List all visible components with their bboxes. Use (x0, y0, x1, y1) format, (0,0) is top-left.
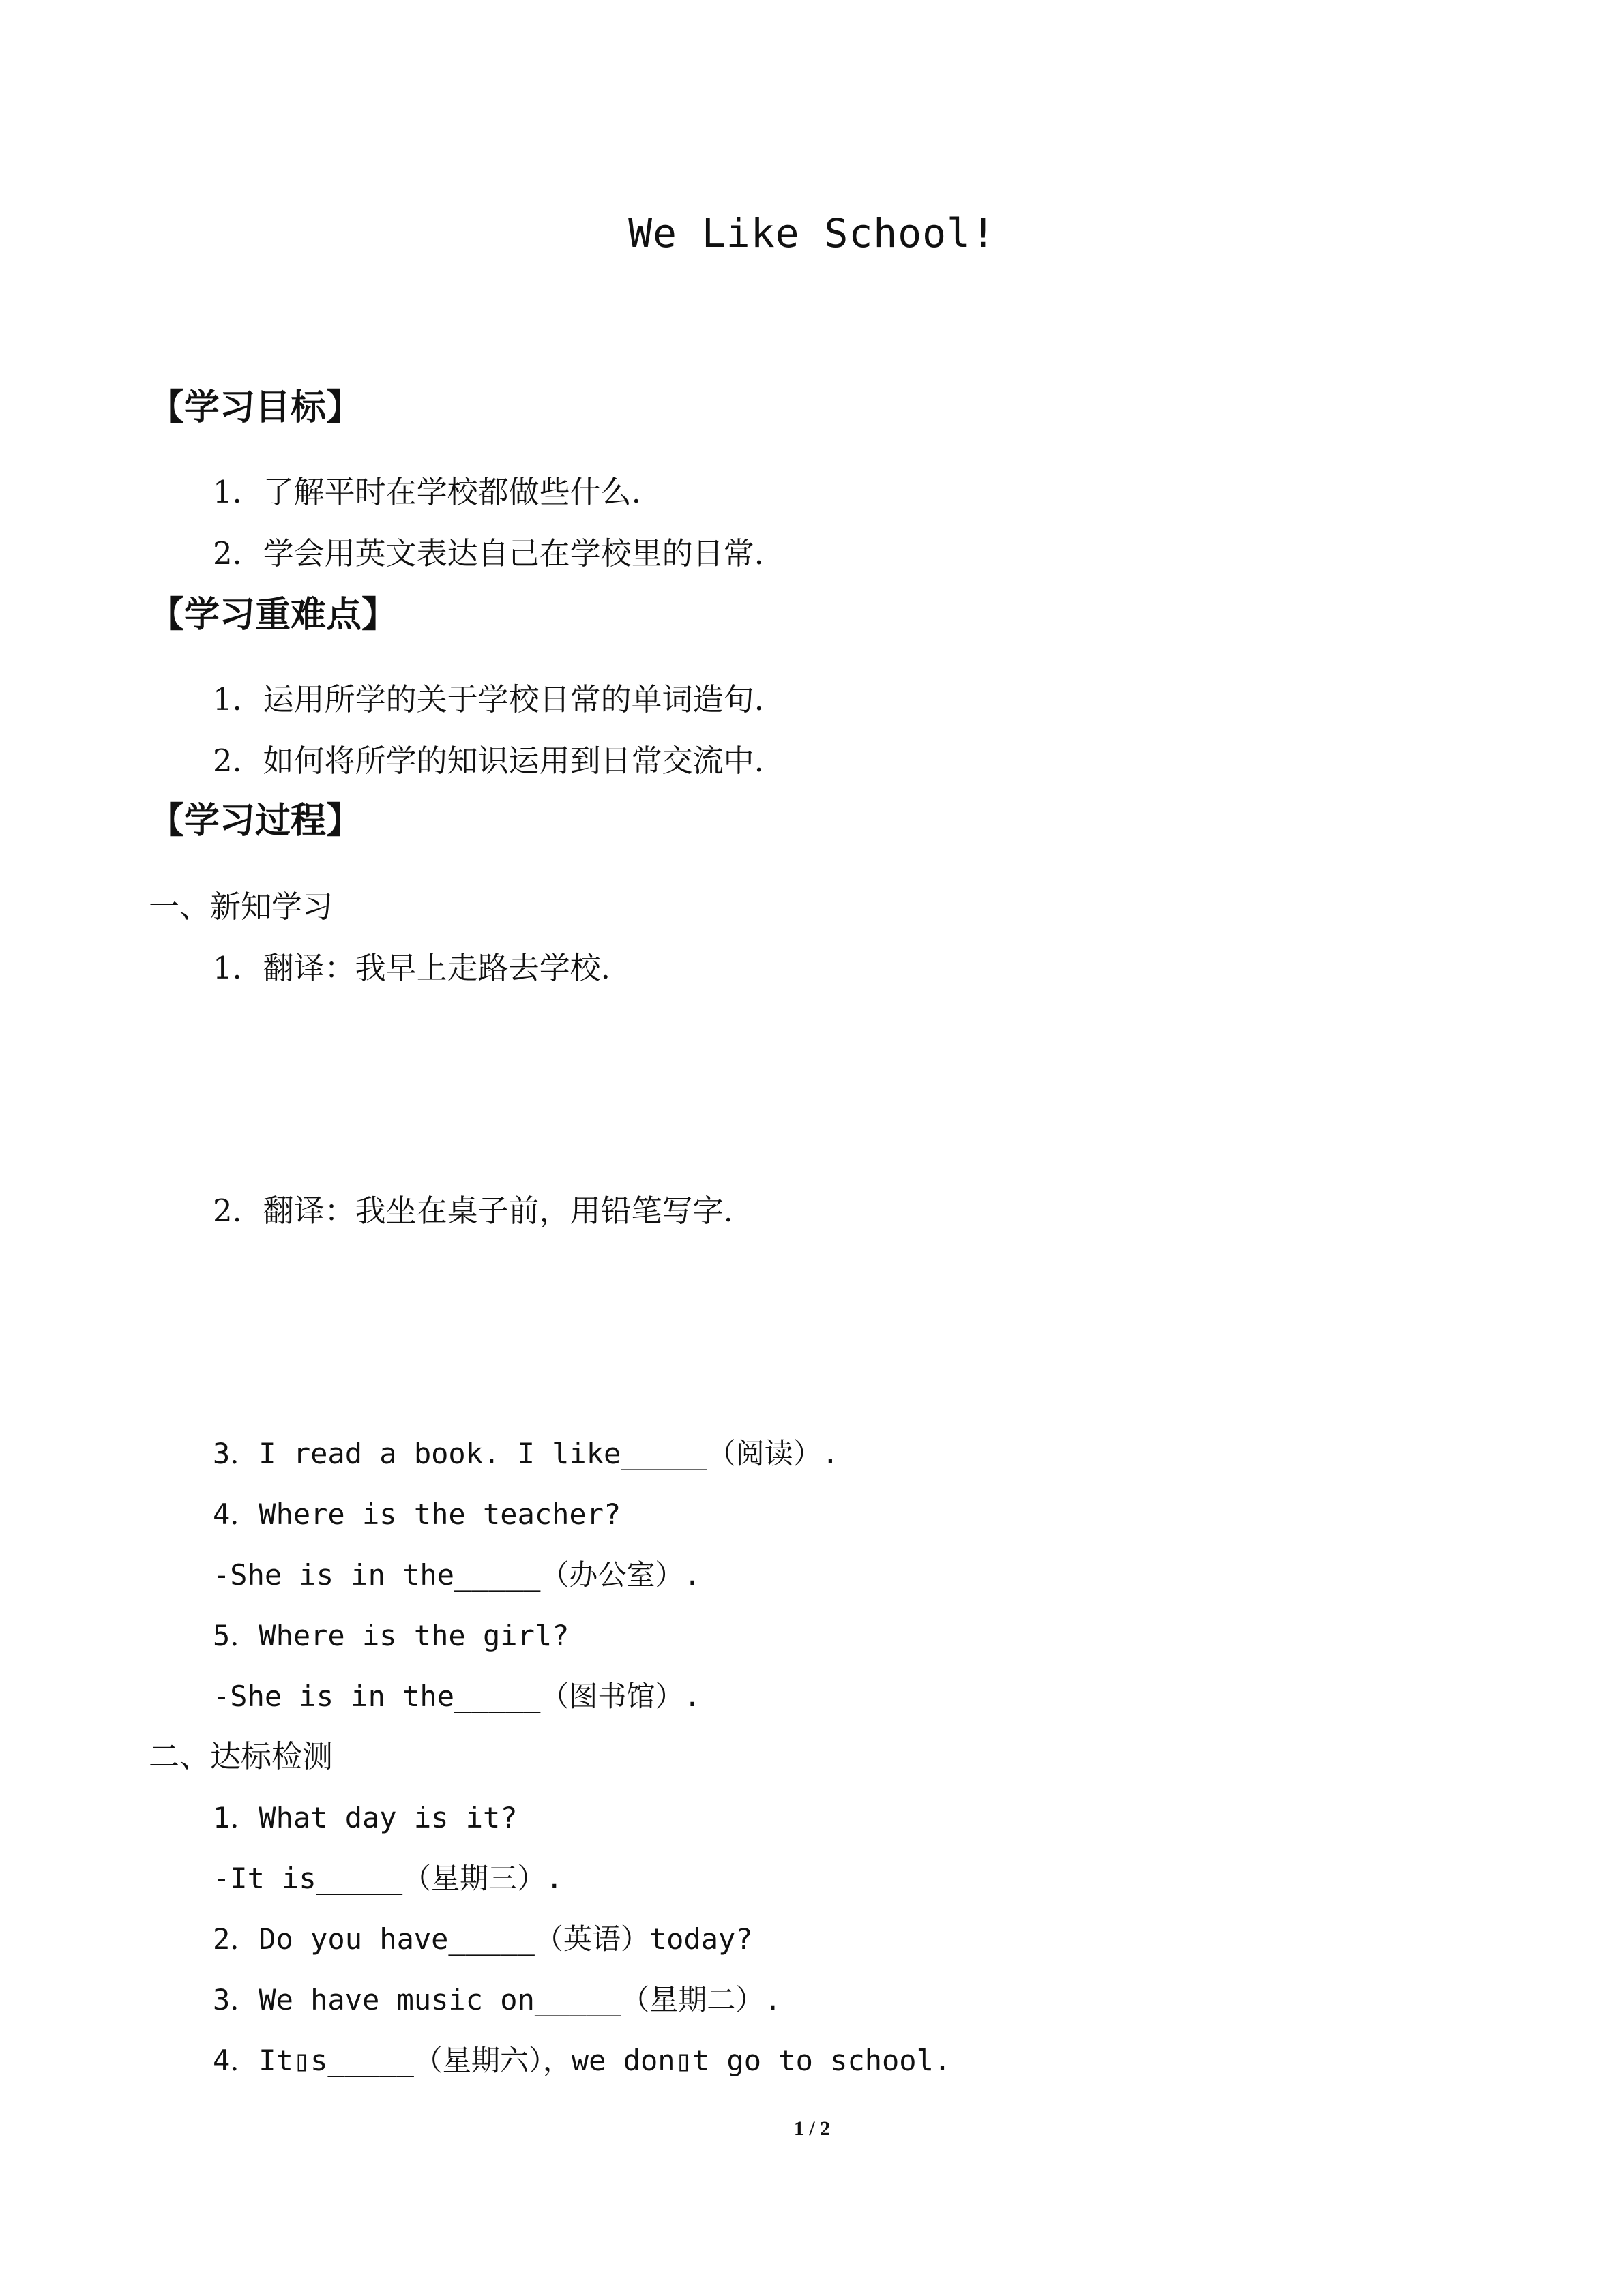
section-heading-key-points: 【学习重难点】 (149, 595, 398, 636)
objective-item: 2．学会用英文表达自己在学校里的日常. (213, 535, 764, 571)
exercise-item: 5．Where is the girl? (213, 1619, 570, 1652)
page-number: 1 / 2 (793, 2117, 831, 2140)
assessment-answer-line: -It is_____（星期三）. (213, 1862, 563, 1895)
subsection-heading-assessment: 二、达标检测 (149, 1738, 334, 1774)
exercise-item: 3．I read a book. I like_____（阅读）. (213, 1437, 840, 1470)
section-heading-process: 【学习过程】 (149, 801, 362, 841)
assessment-item: 2．Do you have_____（英语）today? (213, 1922, 753, 1956)
page-title: We Like School! (628, 210, 996, 256)
exercise-item: 4．Where is the teacher? (213, 1497, 621, 1531)
section-heading-objectives: 【学习目标】 (149, 387, 362, 428)
assessment-item: 3．We have music on_____（星期二）. (213, 1983, 782, 2016)
key-point-item: 1．运用所学的关于学校日常的单词造句. (213, 681, 764, 717)
exercise-answer-line: -She is in the_____（图书馆）. (213, 1680, 701, 1713)
exercise-item: 2．翻译：我坐在桌子前，用铅笔写字. (213, 1193, 733, 1229)
objective-item: 1．了解平时在学校都做些什么. (213, 474, 641, 510)
assessment-item: 4．It▯s_____（星期六），we don▯t go to school. (213, 2044, 951, 2077)
exercise-answer-line: -She is in the_____（办公室）. (213, 1558, 701, 1592)
subsection-heading-new-learning: 一、新知学习 (149, 889, 334, 925)
key-point-item: 2．如何将所学的知识运用到日常交流中. (213, 743, 764, 779)
assessment-item: 1．What day is it? (213, 1801, 518, 1834)
exercise-item: 1．翻译：我早上走路去学校. (213, 950, 610, 986)
